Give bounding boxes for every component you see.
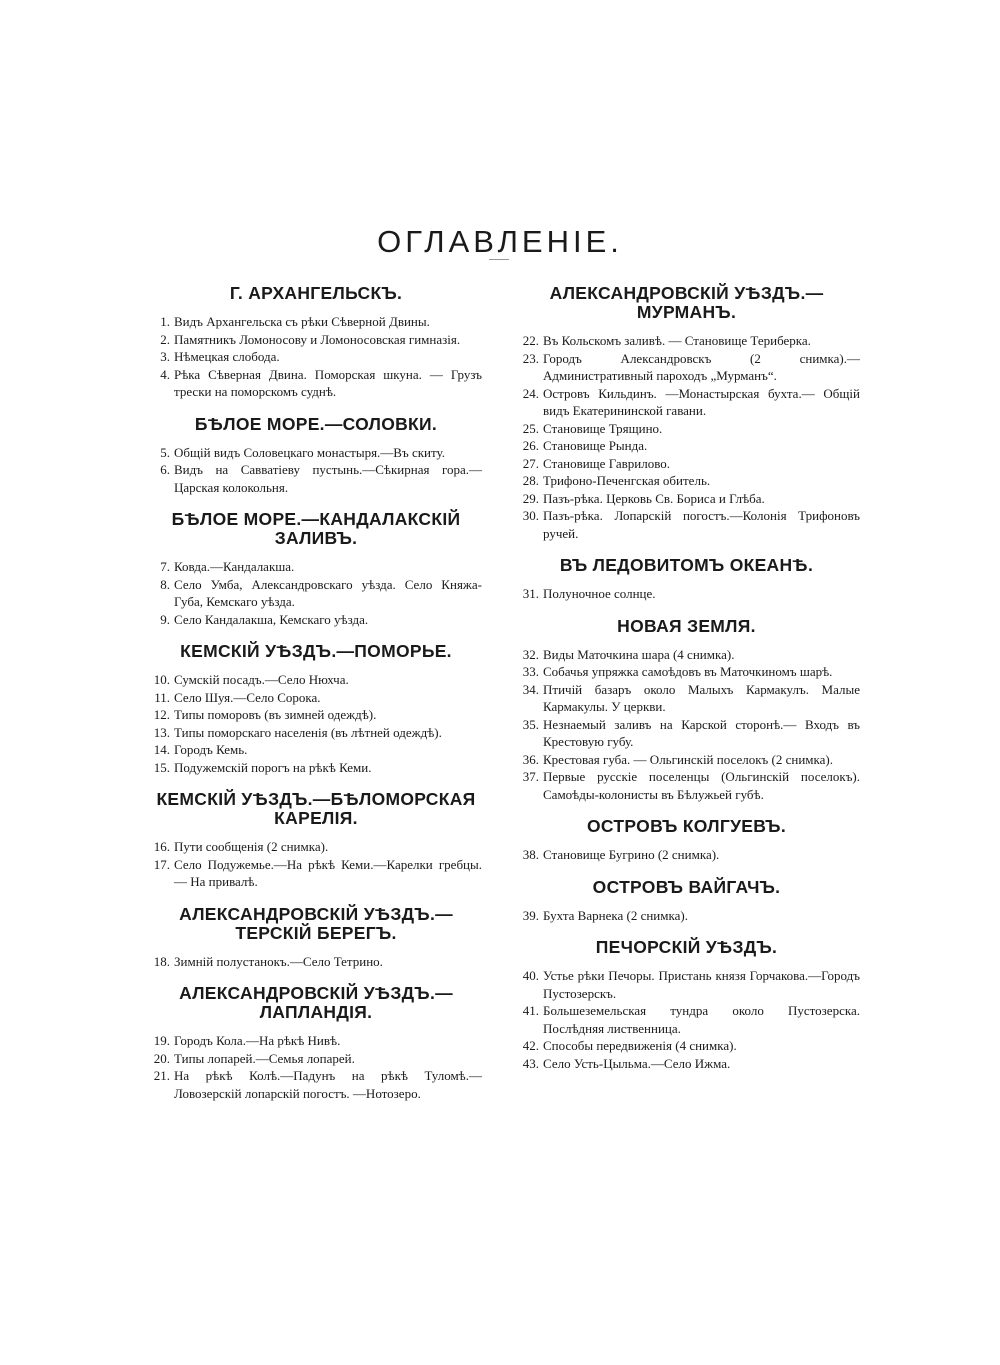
entry-text: Подужемскій порогъ на рѣкѣ Кеми. xyxy=(174,759,372,775)
entry-text: Незнаемый заливъ на Карской сторонѣ.— Входъ въ Крестовую губу. xyxy=(543,716,860,749)
entry-number: 13. xyxy=(153,724,170,740)
entry-list xyxy=(513,585,860,603)
section-heading: НОВАЯ ЗЕМЛЯ. xyxy=(617,615,756,636)
toc-entry xyxy=(513,967,860,1002)
toc-entry xyxy=(513,1037,860,1055)
toc-entry xyxy=(513,681,860,716)
entry-text: Село Усть-Цыльма.—Село Ижма. xyxy=(543,1055,731,1071)
toc-section xyxy=(150,401,482,497)
entry-number: 35. xyxy=(522,716,539,732)
entry-list xyxy=(150,313,482,401)
entry-number: 9. xyxy=(160,611,170,627)
toc-section xyxy=(513,924,860,1072)
section-heading: БѢЛОЕ МОРЕ.—СОЛОВКИ. xyxy=(194,413,438,434)
entry-text: Пазъ-рѣка. Церковь Св. Бориса и Глѣба. xyxy=(543,490,765,506)
entry-number: 27. xyxy=(522,455,539,471)
entry-text: Пазъ-рѣка. Лопарскій погостъ.—Колонія Трифоновъ ручей. xyxy=(543,508,860,541)
toc-entry xyxy=(150,331,482,349)
entry-number: 38. xyxy=(522,847,539,862)
entry-number: 6. xyxy=(160,462,170,477)
left-column xyxy=(150,270,482,1102)
entry-number: 43. xyxy=(522,1055,539,1071)
entry-text: Полуночное солнце. xyxy=(543,586,656,601)
entry-number: 20. xyxy=(153,1050,170,1066)
entry-list xyxy=(513,646,860,804)
toc-entry xyxy=(513,385,860,420)
toc-entry xyxy=(150,444,482,462)
entry-list xyxy=(150,444,482,497)
entry-text: Типы лопарей.—Семья лопарей. xyxy=(174,1050,355,1066)
entry-number: 31. xyxy=(522,586,539,601)
toc-entry xyxy=(150,689,482,707)
entry-text: Становище Гаврилово. xyxy=(543,455,671,471)
toc-entry xyxy=(513,751,860,769)
toc-entry xyxy=(150,759,482,777)
toc-section xyxy=(150,891,482,971)
section-heading: ВЪ ЛЕДОВИТОМЪ ОКЕАНѢ. xyxy=(559,555,814,575)
entry-text: Зимній полустанокъ.—Село Тетрино. xyxy=(174,953,383,969)
entry-text: Сумскій посадъ.—Село Нюхча. xyxy=(174,672,349,687)
page-title: ОГЛАВЛЕНІЕ. xyxy=(377,223,623,259)
toc-entry xyxy=(150,1067,482,1102)
entry-list xyxy=(513,332,860,542)
toc-section xyxy=(150,270,482,401)
toc-entry xyxy=(513,420,860,438)
section-heading: КЕМСКІЙ УѢЗДЪ.—ПОМОРЬЕ. xyxy=(180,641,452,661)
section-heading: Г. АРХАНГЕЛЬСКЪ. xyxy=(229,283,403,303)
entry-number: 4. xyxy=(160,366,170,382)
toc-entry xyxy=(150,461,482,496)
entry-list xyxy=(513,967,860,1072)
entry-number: 34. xyxy=(522,681,539,697)
entry-text: Становище Рында. xyxy=(543,438,648,453)
toc-entry xyxy=(513,455,860,473)
entry-list xyxy=(150,953,482,971)
entry-number: 26. xyxy=(522,438,539,453)
section-heading: БѢЛОЕ МОРЕ.—КАНДАЛАКСКІЙ ЗАЛИВЪ. xyxy=(171,509,461,548)
entry-number: 21. xyxy=(153,1068,170,1083)
toc-entry xyxy=(150,706,482,724)
toc-entry xyxy=(513,507,860,542)
entry-text: Памятникъ Ломоносову и Ломоносовская гимназія. xyxy=(174,331,461,347)
entry-number: 37. xyxy=(522,769,539,784)
toc-entry xyxy=(150,348,482,366)
entry-text: Островъ Кильдинъ. —Монастырская бухта.— Общій видъ Екатерининской гавани. xyxy=(543,385,860,418)
entry-number: 42. xyxy=(522,1038,539,1053)
toc-entry xyxy=(513,350,860,385)
entry-number: 24. xyxy=(522,385,539,401)
toc-entry xyxy=(513,907,860,925)
entry-number: 39. xyxy=(522,907,539,923)
entry-number: 28. xyxy=(522,473,539,488)
entry-number: 1. xyxy=(160,314,170,329)
entry-number: 3. xyxy=(160,349,170,364)
toc-entry xyxy=(513,646,860,664)
entry-list xyxy=(150,558,482,628)
entry-number: 7. xyxy=(160,559,170,574)
entry-number: 19. xyxy=(153,1033,170,1048)
toc-section xyxy=(150,496,482,628)
entry-number: 25. xyxy=(522,420,539,436)
entry-list xyxy=(513,846,860,864)
toc-entry xyxy=(150,856,482,891)
toc-entry xyxy=(150,611,482,629)
entry-text: Ковда.—Кандалакша. xyxy=(174,559,295,574)
entry-text: Типы поморовъ (въ зимней одеждѣ). xyxy=(174,707,377,722)
section-heading: КЕМСКІЙ УѢЗДЪ.—БѢЛОМОРСКАЯ КАРЕЛІЯ. xyxy=(156,789,476,828)
entry-number: 23. xyxy=(522,350,539,366)
toc-section xyxy=(150,970,482,1102)
section-heading: АЛЕКСАНДРОВСКІЙ УѢЗДЪ.— МУРМАНЪ. xyxy=(549,283,824,322)
entry-list xyxy=(513,907,860,925)
entry-text: Становище Бугрино (2 снимка). xyxy=(543,847,720,862)
toc-section xyxy=(150,776,482,891)
entry-list xyxy=(150,671,482,776)
entry-list xyxy=(150,1032,482,1102)
entry-text: Городъ Кемь. xyxy=(174,742,248,757)
entry-text: Бухта Варнека (2 снимка). xyxy=(543,907,688,923)
toc-entry xyxy=(513,663,860,681)
toc-section xyxy=(513,603,860,804)
entry-list xyxy=(150,838,482,891)
entry-text: Нѣмецкая слобода. xyxy=(174,349,280,364)
toc-entry xyxy=(150,671,482,689)
entry-text: На рѣкѣ Колѣ.—Падунъ на рѣкѣ Туломѣ.— Ловозерскій лопарскій погостъ. —Нотозеро. xyxy=(174,1068,482,1101)
section-heading: АЛЕКСАНДРОВСКІЙ УѢЗДЪ.— ЛАПЛАНДІЯ. xyxy=(179,983,453,1022)
toc-section xyxy=(513,864,860,925)
section-heading: ПЕЧОРСКІЙ УѢЗДЪ. xyxy=(595,937,778,957)
section-heading: АЛЕКСАНДРОВСКІЙ УѢЗДЪ.— ТЕРСКІЙ БЕРЕГЪ. xyxy=(179,903,453,943)
toc-entry xyxy=(513,1002,860,1037)
entry-text: Пути сообщенія (2 снимка). xyxy=(174,839,329,854)
entry-text: Общій видъ Соловецкаго монастыря.—Въ скиту. xyxy=(174,444,445,460)
toc-entry xyxy=(150,366,482,401)
toc-entry xyxy=(150,953,482,971)
entry-number: 18. xyxy=(153,953,170,969)
entry-text: Способы передвиженія (4 снимка). xyxy=(543,1038,737,1053)
entry-text: Село Подужемье.—На рѣкѣ Кеми.—Карелки гребцы. — На привалѣ. xyxy=(174,856,482,889)
entry-text: Трифоно-Печенгская обитель. xyxy=(543,473,711,488)
toc-entry xyxy=(513,1055,860,1073)
section-heading: ОСТРОВЪ ВАЙГАЧЪ. xyxy=(592,876,781,897)
toc-entry xyxy=(513,768,860,803)
entry-number: 10. xyxy=(153,672,170,687)
toc-entry xyxy=(513,585,860,603)
entry-text: Рѣка Сѣверная Двина. Поморская шкуна. — Грузъ трески на поморскомъ суднѣ. xyxy=(174,366,482,399)
entry-number: 8. xyxy=(160,576,170,592)
entry-number: 15. xyxy=(153,759,170,775)
toc-section xyxy=(513,542,860,603)
entry-text: Видъ Архангельска съ рѣки Сѣверной Двины. xyxy=(174,314,430,329)
toc-entry xyxy=(513,437,860,455)
toc-entry xyxy=(150,1050,482,1068)
entry-text: Первые русскіе поселенцы (Ольгинскій поселокъ). Самоѣды-колонисты въ Бѣлужьей губѣ. xyxy=(543,769,860,802)
entry-text: Большеземельская тундра около Пустозерска. Послѣдняя лиственница. xyxy=(543,1003,860,1036)
entry-text: Село Умба, Александровскаго уѣзда. Село Княжа-Губа, Кемскаго уѣзда. xyxy=(174,576,482,609)
entry-number: 40. xyxy=(522,968,539,983)
entry-number: 16. xyxy=(153,839,170,854)
entry-text: Село Шуя.—Село Сорока. xyxy=(174,689,321,705)
toc-entry xyxy=(150,313,482,331)
toc-entry xyxy=(150,1032,482,1050)
entry-text: Становище Трящино. xyxy=(543,420,663,436)
toc-entry xyxy=(513,472,860,490)
entry-number: 22. xyxy=(522,333,539,348)
section-heading: ОСТРОВЪ КОЛГУЕВЪ. xyxy=(587,816,786,836)
entry-number: 32. xyxy=(522,646,539,662)
toc-section xyxy=(150,628,482,776)
entry-number: 29. xyxy=(522,490,539,506)
entry-number: 2. xyxy=(160,331,170,347)
entry-number: 12. xyxy=(153,707,170,722)
entry-text: Крестовая губа. — Ольгинскій поселокъ (2 снимка). xyxy=(543,751,833,767)
entry-number: 17. xyxy=(153,856,170,872)
toc-entry xyxy=(513,846,860,864)
toc-entry xyxy=(150,741,482,759)
entry-text: Городъ Александровскъ (2 снимка).—Административный пароходъ „Мурманъ“. xyxy=(543,350,860,383)
entry-number: 11. xyxy=(154,689,170,705)
toc-section xyxy=(513,270,860,542)
toc-entry xyxy=(150,576,482,611)
entry-number: 41. xyxy=(522,1003,539,1018)
entry-text: Городъ Кола.—На рѣкѣ Нивѣ. xyxy=(174,1033,341,1048)
entry-text: Устье рѣки Печоры. Пристань князя Горчакова.—Городъ Пустозерскъ. xyxy=(543,968,860,1001)
toc-section xyxy=(513,803,860,864)
entry-number: 36. xyxy=(522,751,539,767)
entry-text: Типы поморскаго населенія (въ лѣтней одеждѣ). xyxy=(174,724,442,740)
entry-text: Собачья упряжка самоѣдовъ въ Маточкиномъ шарѣ. xyxy=(543,664,833,679)
entry-text: Видъ на Савватіеву пустынь.—Сѣкирная гора.— Царская колокольня. xyxy=(174,462,482,495)
entry-text: Село Кандалакша, Кемскаго уѣзда. xyxy=(174,611,369,627)
entry-number: 5. xyxy=(160,444,170,460)
entry-number: 33. xyxy=(522,664,539,679)
toc-entry xyxy=(513,490,860,508)
entry-number: 14. xyxy=(153,742,170,757)
toc-entry xyxy=(513,332,860,350)
entry-text: Птичій базаръ около Малыхъ Кармакулъ. Малые Кармакулы. У церкви. xyxy=(543,681,860,714)
entry-text: Виды Маточкина шара (4 снимка). xyxy=(543,646,735,662)
toc-entry xyxy=(513,716,860,751)
right-column xyxy=(513,270,860,1072)
entry-number: 30. xyxy=(522,508,539,523)
entry-text: Въ Кольскомъ заливѣ. — Становище Териберка. xyxy=(543,333,811,348)
toc-entry xyxy=(150,558,482,576)
title-divider xyxy=(489,259,509,260)
toc-entry xyxy=(150,724,482,742)
toc-entry xyxy=(150,838,482,856)
